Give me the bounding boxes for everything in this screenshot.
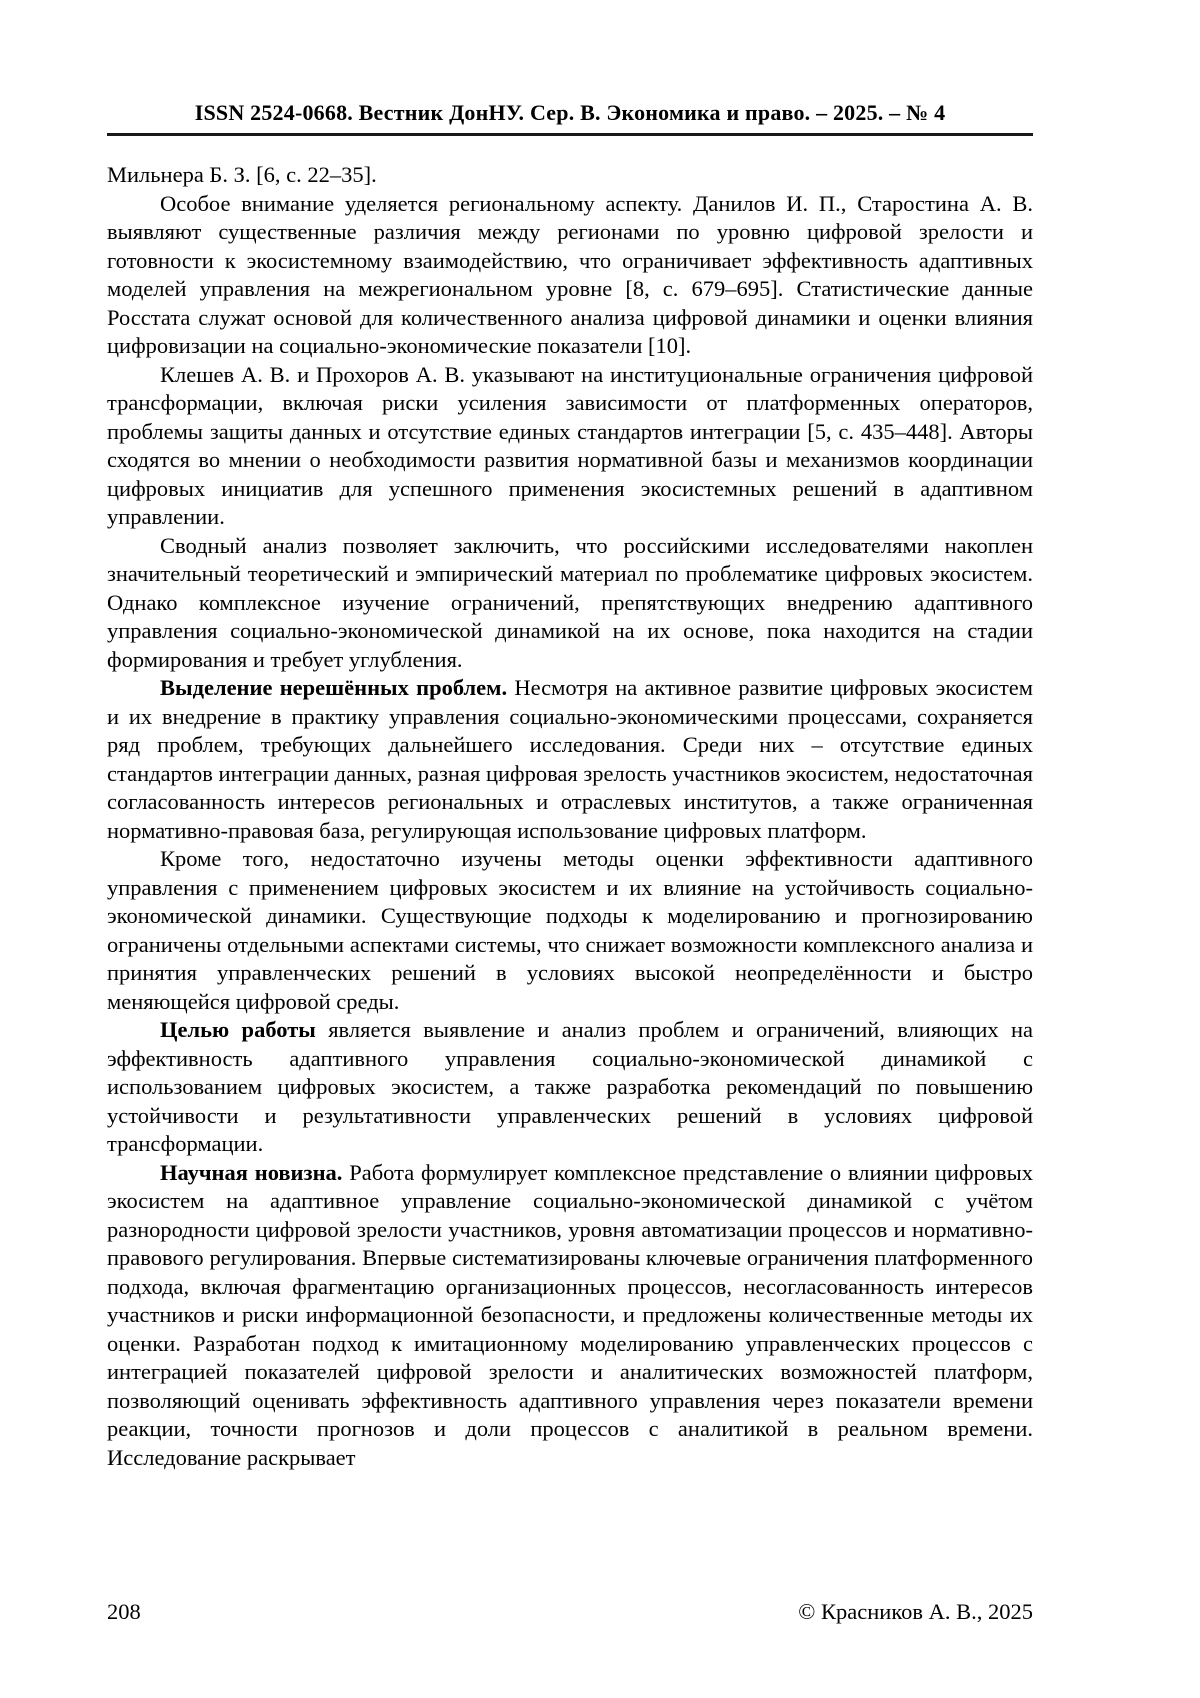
paragraph [107,190,1033,361]
paragraph-lead-scientific-novelty: Научная новизна. [160,1159,343,1185]
paragraph-text: Сводный анализ позволяет заключить, что российскими исследователями накоплен значительный теоретический и эмпирический материал по проблематике цифровых экосистем. Однако комплексное изучение ограничений, препятствующих внедрению адаптивного управления социально-экономической динамикой на их основе, пока находится на стадии формирования и требует углубления. [107,532,1033,672]
paragraph-text: Работа формулирует комплексное представление о влиянии цифровых экосистем на адаптивное управление социально-экономической динамикой с учётом разнородности цифровой зрелости участников, уровня автоматизации процессов и нормативно-правового регулирования. Впервые систематизированы ключевые ограничения платформенного подхода, включая фрагментацию организационных процессов, несогласованность интересов участников и риски информационной безопасности, и предложены количественные методы их оценки. Разработан подход к имитационному моделированию управленческих процессов с интеграцией показателей цифровой зрелости и аналитических возможностей платформ, позволяющий оценивать эффективность адаптивного управления через показатели времени реакции, точности прогнозов и доли процессов с аналитикой в реальном времени. Исследование раскрывает [107,1159,1033,1470]
paragraph [107,674,1033,845]
header-rule [107,133,1033,136]
page-footer [107,1598,1033,1626]
paragraph-text: Особое внимание уделяется региональному аспекту. Данилов И. П., Старостина А. В. выявляют существенные различия между регионами по уровню цифровой зрелости и готовности к экосистемному взаимодействию, что ограничивает эффективность адаптивных моделей управления на межрегиональном уровне [8, с. 679–695]. Статистические данные Росстата служат основой для количественного анализа цифровой динамики и оценки влияния цифровизации на социально-экономические показатели [10]. [107,190,1033,358]
paragraph-text: Кроме того, недостаточно изучены методы оценки эффективности адаптивного управления с применением цифровых экосистем и их влияние на устойчивость социально-экономической динамики. Существующие подходы к моделированию и прогнозированию ограничены отдельными аспектами системы, что снижает возможности комплексного анализа и принятия управленческих решений в условиях высокой неопределённости и быстро меняющейся цифровой среды. [107,846,1033,1014]
paragraph-lead-unresolved-problems: Выделение нерешённых проблем. [160,675,508,700]
paragraph [107,161,1033,190]
copyright-notice: © Красников А. В., 2025 [798,1599,1033,1624]
paragraph [107,1016,1033,1159]
article-body [107,161,1033,1472]
paragraph-text: Мильнера Б. З. [6, с. 22–35]. [107,162,377,187]
paragraph [107,361,1033,532]
paragraph [107,845,1033,1016]
paragraph-text: Несмотря на активное развитие цифровых экосистем и их внедрение в практику управления социально-экономическими процессами, сохраняется ряд проблем, требующих дальнейшего исследования. Среди них – отсутствие единых стандартов интеграции данных, разная цифровая зрелость участников экосистем, недостаточная согласованность интересов региональных и отраслевых институтов, а также ограниченная нормативно-правовая база, регулирующая использование цифровых платформ. [107,675,1033,843]
paragraph [107,1159,1033,1473]
paragraph-text: Клешев А. В. и Прохоров А. В. указывают на институциональные ограничения цифровой трансформации, включая риски усиления зависимости от платформенных операторов, проблемы защиты данных и отсутствие единых стандартов интеграции [5, с. 435–448]. Авторы сходятся во мнении о необходимости развития нормативной базы и механизмов координации цифровых инициатив для успешного применения экосистемных решений в адаптивном управлении. [107,361,1033,529]
paragraph [107,532,1033,675]
page-number: 208 [107,1599,141,1624]
paragraph-text: является выявление и анализ проблем и ограничений, влияющих на эффективность адаптивного управления социально-экономической динамикой с использованием цифровых экосистем, а также разработка рекомендаций по повышению устойчивости и результативности управленческих решений в условиях цифровой трансформации. [107,1017,1033,1156]
paragraph-lead-work-goal: Целью работы [160,1017,316,1042]
running-header: ISSN 2524-0668. Вестник ДонНУ. Сер. В. Экономика и право. – 2025. – № 4 [194,100,946,125]
